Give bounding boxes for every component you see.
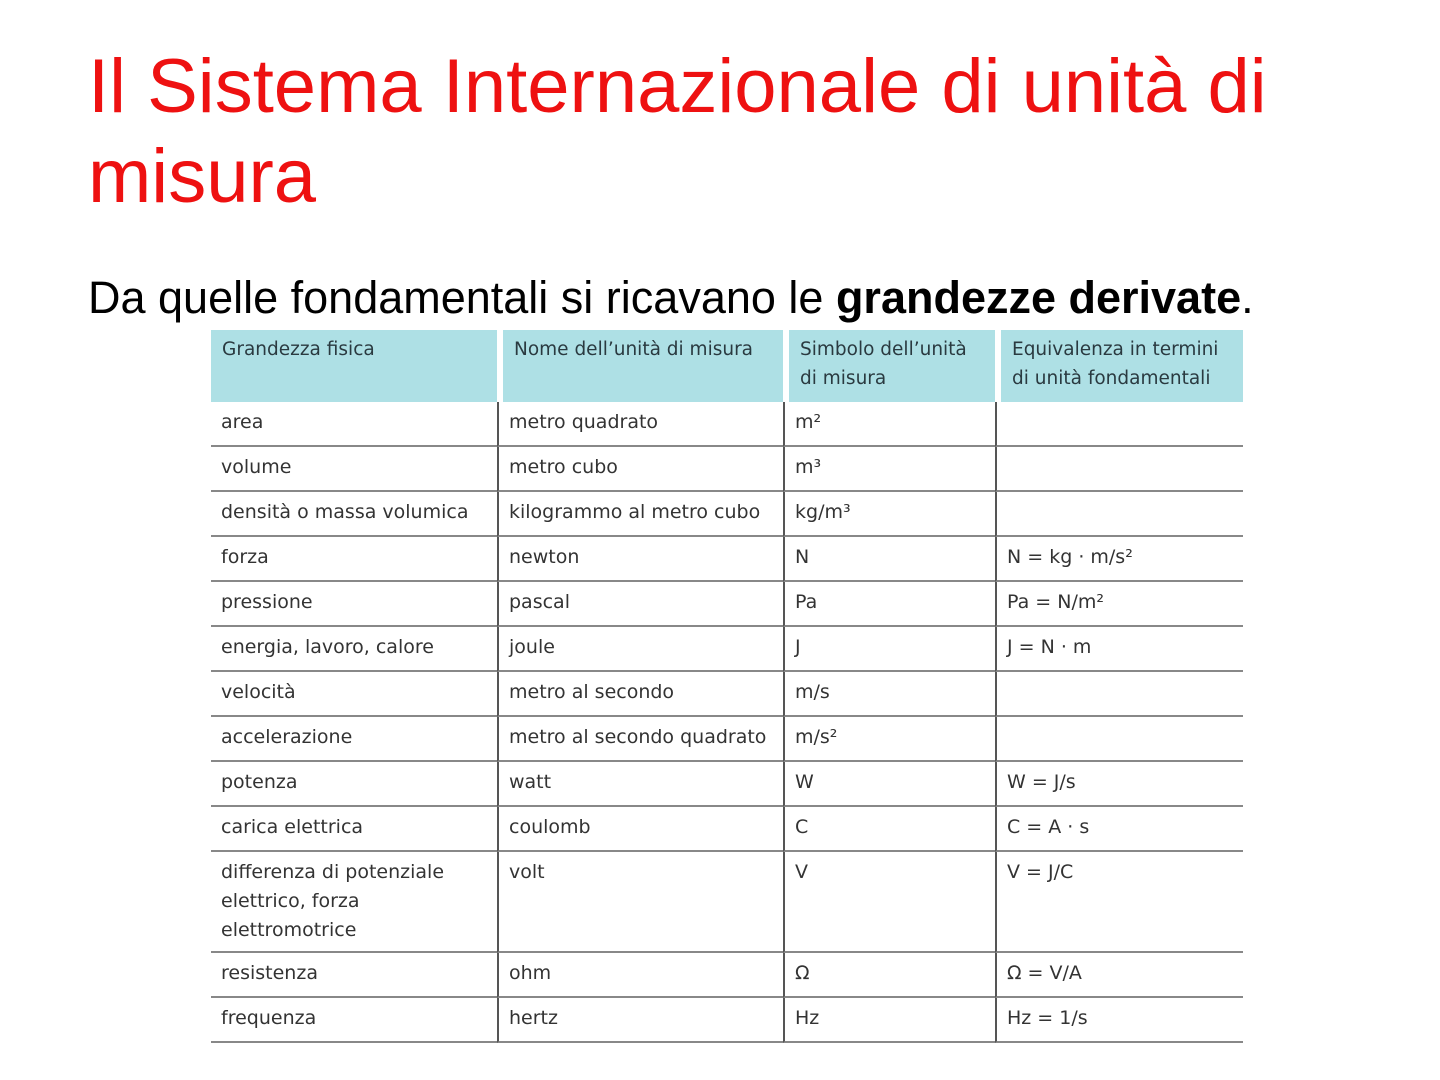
cell-equivalenza	[995, 672, 1243, 717]
cell-equivalenza: Hz = 1/s	[995, 998, 1243, 1043]
table-row	[211, 762, 1243, 807]
cell-nome-unita: metro quadrato	[497, 402, 783, 447]
cell-nome-unita: watt	[497, 762, 783, 807]
table-row	[211, 402, 1243, 447]
subtitle-text: Da quelle fondamentali si ricavano le	[88, 272, 836, 323]
cell-grandezza: volume	[211, 447, 497, 492]
table-row	[211, 953, 1243, 998]
cell-grandezza: accelerazione	[211, 717, 497, 762]
cell-grandezza: differenza di potenziale elettrico, forza elettromotrice	[211, 852, 497, 953]
cell-nome-unita: newton	[497, 537, 783, 582]
cell-grandezza: energia, lavoro, calore	[211, 627, 497, 672]
cell-simbolo: V	[783, 852, 995, 953]
cell-nome-unita: volt	[497, 852, 783, 953]
table-row	[211, 852, 1243, 953]
cell-simbolo: Pa	[783, 582, 995, 627]
cell-grandezza: pressione	[211, 582, 497, 627]
cell-grandezza: resistenza	[211, 953, 497, 998]
header-grandezza: Grandezza fisica	[211, 330, 497, 402]
cell-simbolo: kg/m³	[783, 492, 995, 537]
cell-simbolo: Ω	[783, 953, 995, 998]
cell-grandezza: densità o massa volumica	[211, 492, 497, 537]
table-row	[211, 672, 1243, 717]
cell-grandezza: frequenza	[211, 998, 497, 1043]
slide-title: Il Sistema Internazionale di unità di misura	[88, 44, 1267, 219]
subtitle-bold-text: grandezze derivate	[835, 272, 1242, 323]
cell-nome-unita: metro al secondo quadrato	[497, 717, 783, 762]
cell-simbolo: m/s²	[783, 717, 995, 762]
cell-simbolo: m²	[783, 402, 995, 447]
subtitle-punctuation: .	[1241, 272, 1254, 323]
cell-nome-unita: hertz	[497, 998, 783, 1043]
cell-equivalenza: N = kg · m/s²	[995, 537, 1243, 582]
cell-equivalenza	[995, 402, 1243, 447]
cell-grandezza: carica elettrica	[211, 807, 497, 852]
cell-nome-unita: metro al secondo	[497, 672, 783, 717]
slide-subtitle	[88, 272, 1254, 324]
cell-simbolo: m/s	[783, 672, 995, 717]
cell-equivalenza	[995, 447, 1243, 492]
cell-nome-unita: pascal	[497, 582, 783, 627]
cell-equivalenza	[995, 492, 1243, 537]
cell-simbolo: C	[783, 807, 995, 852]
cell-simbolo: N	[783, 537, 995, 582]
header-equivalenza: Equivalenza in termini di unità fondamentali	[995, 330, 1243, 402]
cell-nome-unita: ohm	[497, 953, 783, 998]
cell-nome-unita: metro cubo	[497, 447, 783, 492]
cell-simbolo: Hz	[783, 998, 995, 1043]
cell-equivalenza: C = A · s	[995, 807, 1243, 852]
cell-simbolo: W	[783, 762, 995, 807]
cell-equivalenza: W = J/s	[995, 762, 1243, 807]
cell-equivalenza: J = N · m	[995, 627, 1243, 672]
cell-equivalenza: Ω = V/A	[995, 953, 1243, 998]
cell-nome-unita: coulomb	[497, 807, 783, 852]
header-nome-unita: Nome dell’unità di misura	[497, 330, 783, 402]
cell-equivalenza: Pa = N/m²	[995, 582, 1243, 627]
cell-grandezza: forza	[211, 537, 497, 582]
table-row	[211, 582, 1243, 627]
cell-nome-unita: joule	[497, 627, 783, 672]
table-row	[211, 537, 1243, 582]
cell-equivalenza	[995, 717, 1243, 762]
cell-nome-unita: kilogrammo al metro cubo	[497, 492, 783, 537]
table-row	[211, 447, 1243, 492]
cell-simbolo: J	[783, 627, 995, 672]
table-row	[211, 998, 1243, 1043]
table-row	[211, 492, 1243, 537]
derived-units-table	[211, 330, 1243, 1043]
table-header-row	[211, 330, 1243, 402]
table-row	[211, 717, 1243, 762]
cell-equivalenza: V = J/C	[995, 852, 1243, 953]
table-row	[211, 807, 1243, 852]
table-row	[211, 627, 1243, 672]
header-simbolo: Simbolo dell’unità di misura	[783, 330, 995, 402]
cell-simbolo: m³	[783, 447, 995, 492]
cell-grandezza: velocità	[211, 672, 497, 717]
cell-grandezza: potenza	[211, 762, 497, 807]
cell-grandezza: area	[211, 402, 497, 447]
